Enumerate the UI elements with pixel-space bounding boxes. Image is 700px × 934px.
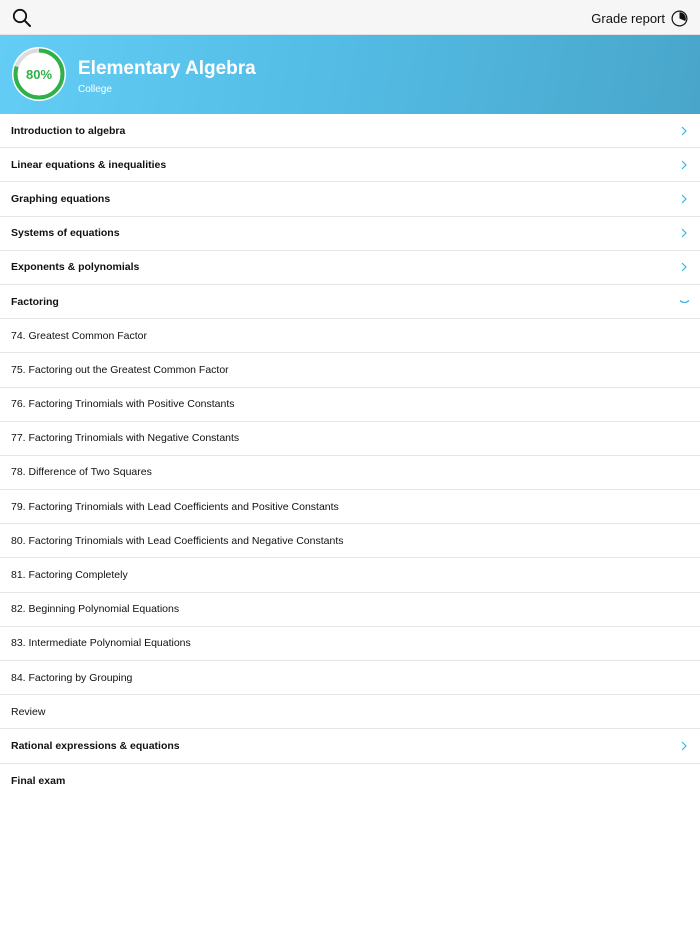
section-label: Systems of equations — [11, 227, 120, 240]
section-label: Introduction to algebra — [11, 124, 126, 137]
lesson-label: 81. Factoring Completely — [11, 569, 128, 582]
lesson-item[interactable] — [0, 456, 700, 490]
lesson-item[interactable] — [0, 558, 700, 592]
progress-percentage: 80% — [25, 66, 53, 82]
section-linear-equations[interactable] — [0, 148, 700, 182]
lesson-label: Review — [11, 705, 46, 718]
lesson-label: 83. Intermediate Polynomial Equations — [11, 637, 191, 650]
section-label: Final exam — [11, 774, 66, 787]
section-label: Rational expressions & equations — [11, 739, 180, 752]
section-systems-of-equations[interactable] — [0, 217, 700, 251]
course-header — [0, 35, 700, 114]
lesson-label: 84. Factoring by Grouping — [11, 671, 133, 684]
section-label: Linear equations & inequalities — [11, 158, 167, 171]
search-button[interactable] — [11, 7, 33, 29]
section-introduction-to-algebra[interactable] — [0, 114, 700, 148]
lesson-item[interactable] — [0, 422, 700, 456]
section-factoring[interactable] — [0, 285, 700, 319]
section-graphing-equations[interactable] — [0, 182, 700, 216]
top-bar — [0, 0, 700, 35]
chevron-right-icon — [680, 228, 688, 238]
lesson-item[interactable] — [0, 627, 700, 661]
curriculum-list — [0, 114, 700, 798]
section-rational-expressions[interactable] — [0, 729, 700, 763]
lesson-label: 75. Factoring out the Greatest Common Factor — [11, 363, 229, 376]
chevron-right-icon — [680, 194, 688, 204]
lesson-item[interactable] — [0, 490, 700, 524]
lesson-item[interactable] — [0, 353, 700, 387]
lesson-label: 80. Factoring Trinomials with Lead Coefficients and Negative Constants — [11, 534, 344, 547]
section-label: Graphing equations — [11, 192, 111, 205]
lesson-label: 74. Greatest Common Factor — [11, 329, 147, 342]
lesson-label: 79. Factoring Trinomials with Lead Coefficients and Positive Constants — [11, 500, 339, 513]
lesson-label: 82. Beginning Polynomial Equations — [11, 603, 180, 616]
search-icon — [11, 7, 33, 29]
chevron-right-icon — [680, 126, 688, 136]
course-title: Elementary Algebra — [78, 58, 256, 79]
section-exponents-polynomials[interactable] — [0, 251, 700, 285]
lesson-label: 77. Factoring Trinomials with Negative Constants — [11, 432, 240, 445]
lesson-label: 76. Factoring Trinomials with Positive Constants — [11, 398, 235, 411]
pie-chart-icon — [671, 10, 688, 27]
chevron-down-icon — [679, 299, 690, 305]
course-level: College — [78, 84, 112, 95]
lesson-item[interactable] — [0, 661, 700, 695]
lesson-label: 78. Difference of Two Squares — [11, 466, 152, 479]
grade-report-label: Grade report — [591, 10, 665, 26]
lesson-item[interactable] — [0, 388, 700, 422]
chevron-right-icon — [680, 160, 688, 170]
review-item[interactable] — [0, 695, 700, 729]
lesson-item[interactable] — [0, 319, 700, 353]
grade-report-button[interactable] — [591, 7, 688, 29]
section-label: Factoring — [11, 295, 59, 308]
chevron-right-icon — [680, 262, 688, 272]
section-label: Exponents & polynomials — [11, 261, 140, 274]
lesson-item[interactable] — [0, 524, 700, 558]
section-final-exam[interactable] — [0, 764, 700, 798]
lesson-item[interactable] — [0, 593, 700, 627]
chevron-right-icon — [680, 741, 688, 751]
